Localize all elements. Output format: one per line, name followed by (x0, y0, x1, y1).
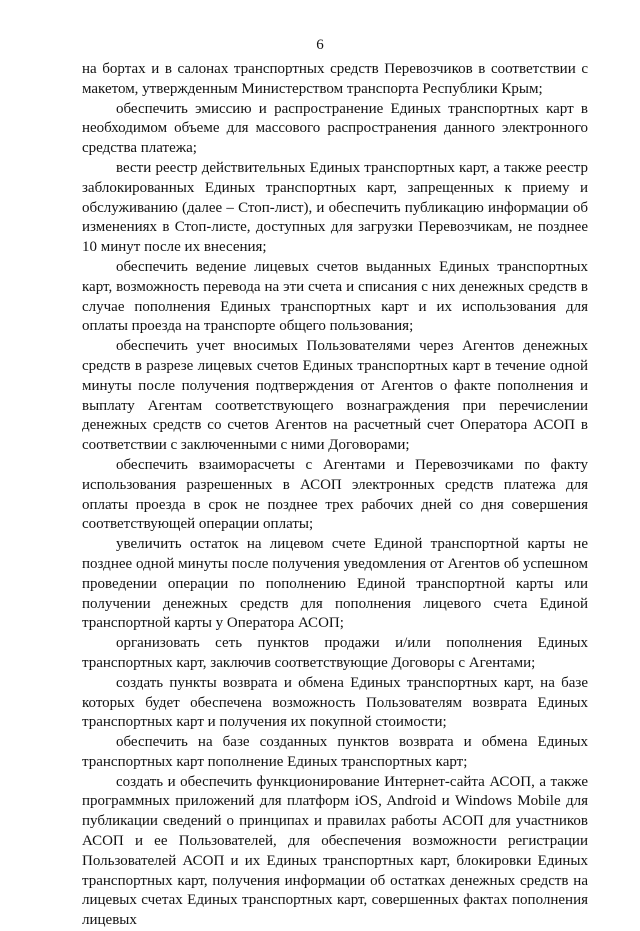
paragraph-10: обеспечить на базе созданных пунктов возврата и обмена Единых транспортных карт пополнение Единых транспортных карт; (82, 734, 588, 770)
paragraph-1: на бортах и в салонах транспортных средств Перевозчиков в соответствии с макетом, утвержденным Министерством транспорта Республики Крым; (82, 61, 588, 97)
paragraph-8: организовать сеть пунктов продажи и/или пополнения Единых транспортных карт, заключив соответствующие Договоры с Агентами; (82, 635, 588, 671)
paragraph-4: обеспечить ведение лицевых счетов выданных Единых транспортных карт, возможность перевода на эти счета и списания с них денежных средств в случае пополнения Единых транспортных карт и их использования для оплаты проезда на транспорте общего пользования; (82, 258, 588, 335)
page-number: 6 (316, 37, 324, 53)
paragraph-5: обеспечить учет вносимых Пользователями через Агентов денежных средств в разрезе лицевых счетов Единых транспортных карт в течение одной минуты после получения подтверждения от Агентов о факте пополнения и выплату Агентам соответствующего вознаграждения при перечислении денежных средств со счетов Агентов на расчетный счет Оператора АСОП в соответствии с заключенными с ними Договорами; (82, 338, 588, 454)
paragraph-11: создать и обеспечить функционирование Интернет-сайта АСОП, а также программных приложений для платформ iOS, Android и Windows Mobile для публикации сведений о принципах и правилах работы АСОП для участников АСОП и ее Пользователей, для обеспечения возможности регистрации Пользователей АСОП и их Единых транспортных карт, блокировки Единых транспортных карт, получения информации об остатках денежных средств на лицевых счетах Единых транспортных карт, совершенных фактах пополнения лицевых (82, 773, 588, 929)
paragraph-9: создать пункты возврата и обмена Единых транспортных карт, на базе которых будет обеспечена возможность Пользователям возврата Единых транспортных карт и получения их покупной стоимости; (82, 674, 588, 731)
paragraph-6: обеспечить взаиморасчеты с Агентами и Перевозчиками по факту использования разрешенных в АСОП электронных средств платежа для оплаты проезда в срок не позднее трех рабочих дней со дня совершения соответствующей операции оплаты; (82, 456, 588, 533)
paragraph-2: обеспечить эмиссию и распространение Единых транспортных карт в необходимом объеме для массового распространения данного электронного средства платежа; (82, 100, 588, 157)
document-body (82, 60, 588, 931)
paragraph-3: вести реестр действительных Единых транспортных карт, а также реестр заблокированных Единых транспортных карт, запрещенных к приему и обслуживанию (далее – Стоп-лист), и обеспечить публикацию информации об изменениях в Стоп-листе, доступных для загрузки Перевозчикам, не позднее 10 минут после их внесения; (82, 159, 588, 256)
paragraph-7: увеличить остаток на лицевом счете Единой транспортной карты не позднее одной минуты после получения уведомления от Агентов об успешном проведении операции по пополнению Единой транспортной карты или получении денежных средств для пополнения лицевого счета Единой транспортной карты у Оператора АСОП; (82, 536, 588, 632)
